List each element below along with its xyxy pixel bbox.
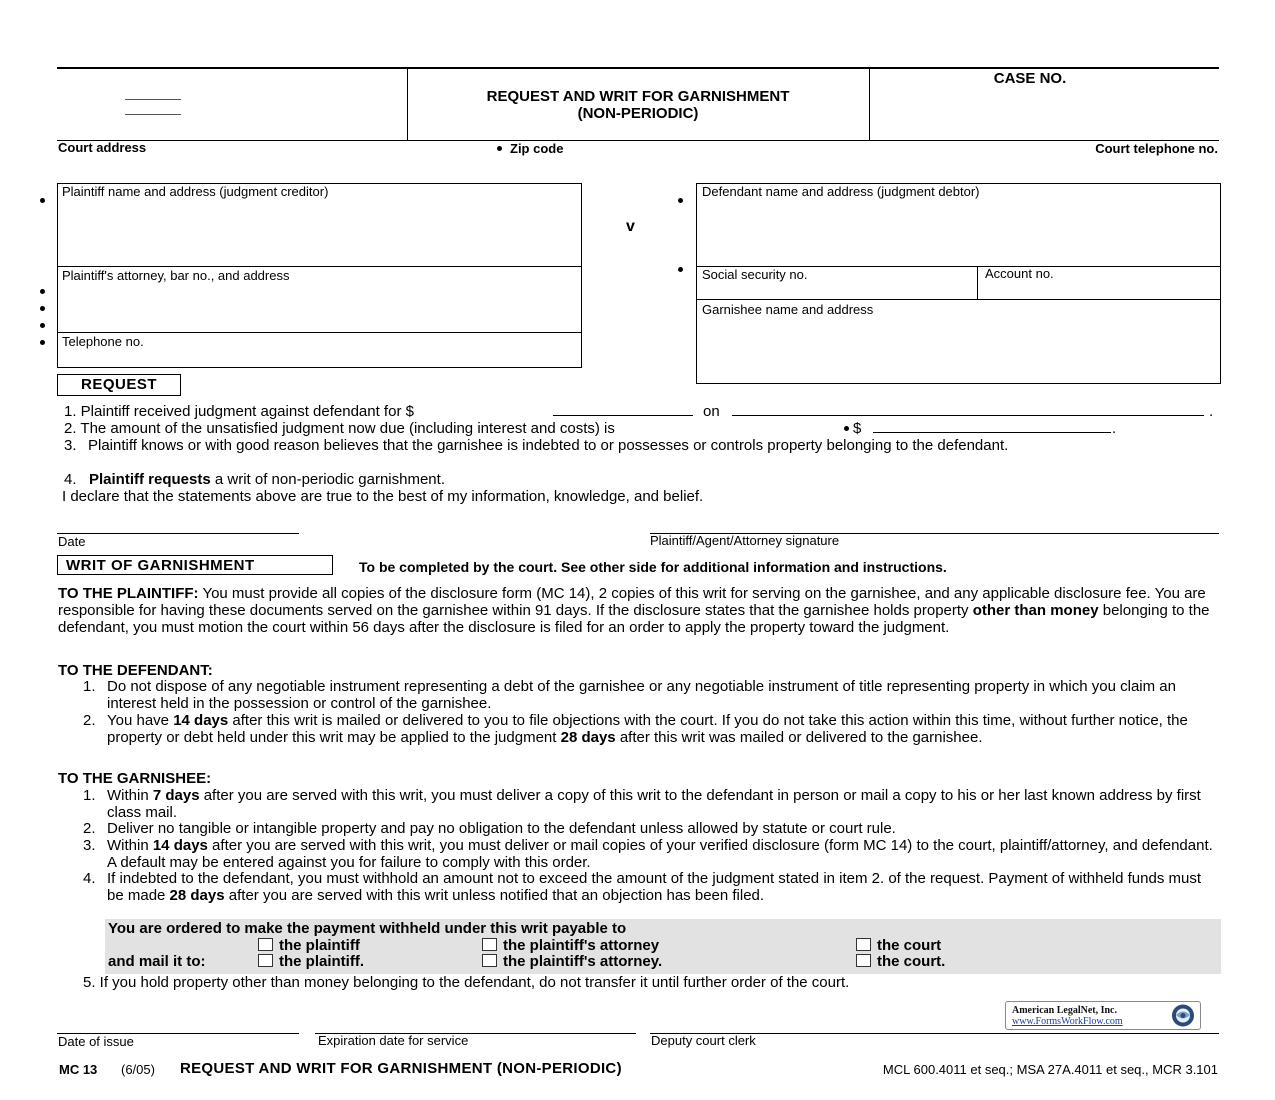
writ-heading: WRIT OF GARNISHMENT: [57, 555, 333, 575]
request-item-1-on: on: [703, 403, 720, 420]
plaintiff-name-label: Plaintiff name and address (judgment creditor): [62, 184, 329, 199]
garnishee-item-4-bold: 28 days: [169, 887, 225, 904]
case-no-label: CASE NO.: [993, 70, 1067, 87]
request-item-2-dollar: $: [853, 420, 862, 437]
request-item-1: [64, 403, 414, 420]
request-item-4: [89, 471, 445, 488]
bullet-telephone: [40, 340, 45, 345]
request-item-4-rest: a writ of non-periodic garnishment.: [210, 471, 445, 488]
bullet-amount-due: [844, 426, 849, 431]
garnishee-item-3-b: after you are served with this writ, you must deliver or mail copies of your verified disclosure (form MC 14) to the court, plaintiff/attorney, and defendant. A default may be entered against you for failure to comply with this order.: [107, 837, 1213, 871]
garnishee-item-1: [107, 787, 1207, 821]
bullet-zip: [497, 146, 502, 151]
seal-line-1: [125, 99, 181, 100]
footer-form-title: REQUEST AND WRIT FOR GARNISHMENT (NON-PERIODIC): [180, 1060, 622, 1077]
to-plaintiff-heading: TO THE PLAINTIFF:: [58, 585, 199, 602]
request-heading: REQUEST: [57, 374, 181, 396]
american-legalnet-logo: [1005, 1001, 1201, 1030]
request-item-4-bold: Plaintiff requests: [89, 471, 211, 488]
garnishee-item-1-a: Within: [107, 787, 153, 804]
court-address-label: Court address: [58, 140, 147, 155]
checkbox-attorney[interactable]: [482, 938, 497, 951]
option-court[interactable]: [856, 937, 941, 954]
garnishee-label: Garnishee name and address: [702, 302, 874, 317]
garnishee-item-1-num: 1.: [83, 787, 96, 804]
garnishee-item-4-b: after you are served with this writ unless notified that an objection has been filed.: [224, 887, 765, 904]
request-item-1-text: 1. Plaintiff received judgment against defendant for $: [64, 403, 414, 420]
to-garnishee-heading: TO THE GARNISHEE:: [58, 770, 212, 787]
to-plaintiff-text-b: belonging to the defendant, you must motion the court within 56 days after the disclosure is filed for an order to apply the property toward the judgment.: [58, 602, 1210, 636]
checkbox-mail-court[interactable]: [856, 954, 871, 967]
garnishee-item-4-a: If indebted to the defendant, you must withhold an amount not to exceed the amount of the judgment stated in item 2. of the request. Payment of withheld funds must be made: [107, 870, 1202, 904]
amount-due-field[interactable]: [873, 432, 1111, 433]
bullet-attorney-3: [40, 323, 45, 328]
to-plaintiff-bold: other than money: [972, 602, 1099, 619]
bullet-ssn: [678, 267, 683, 272]
defendant-item-2-b: after this writ is mailed or delivered to you to file objections with the court. If you do not take this action within this time, without further notice, the property or debt held under this writ may be applied to the judgment: [107, 712, 1188, 746]
versus-label: v: [626, 218, 635, 235]
to-plaintiff-paragraph: [58, 585, 1220, 636]
to-plaintiff-text-a: You must provide all copies of the disclosure form (MC 14), 2 copies of this writ for serving on the garnishee, and any applicable disclosure fee. You are responsible for having these documents served on the garnishee within 91 days. If the disclosure states that the garnishee holds property: [58, 585, 1206, 619]
garnishee-item-5: 5. If you hold property other than money belonging to the defendant, do not transfer it until further order of the court.: [83, 974, 850, 991]
option-plaintiff[interactable]: [258, 937, 360, 954]
plaintiff-box-rule-1: [57, 266, 581, 267]
plaintiff-box-rule-2: [57, 332, 581, 333]
garnishee-item-4-num: 4.: [83, 870, 96, 887]
bullet-plaintiff: [40, 198, 45, 203]
defendant-item-2-num: 2.: [83, 712, 96, 729]
form-title-line2: (NON-PERIODIC): [577, 105, 699, 122]
request-item-2: 2. The amount of the unsatisfied judgment now due (including interest and costs) is: [64, 420, 615, 437]
judgment-date-field[interactable]: [732, 415, 1204, 416]
judgment-amount-field[interactable]: [553, 415, 693, 416]
request-item-1-period: .: [1209, 403, 1214, 420]
seal-line-2: [125, 114, 181, 115]
ssn-label: Social security no.: [702, 267, 808, 282]
mail-attorney-label: the plaintiff's attorney.: [503, 953, 663, 970]
checkbox-mail-attorney[interactable]: [482, 954, 497, 967]
form-title-line1: REQUEST AND WRIT FOR GARNISHMENT: [486, 88, 790, 105]
request-item-3: Plaintiff knows or with good reason believes that the garnishee is indebted to or possesses or controls property belonging to the defendant.: [88, 437, 1009, 454]
form-number: MC 13: [59, 1062, 98, 1077]
deputy-clerk-label: Deputy court clerk: [651, 1033, 756, 1048]
mail-plaintiff[interactable]: [258, 953, 364, 970]
payable-line: You are ordered to make the payment withheld under this writ payable to: [108, 920, 627, 937]
garnishee-item-3: [107, 837, 1219, 871]
bullet-attorney-1: [40, 289, 45, 294]
attorney-label: Plaintiff's attorney, bar no., and address: [62, 268, 290, 283]
garnishee-item-1-bold: 7 days: [152, 787, 200, 804]
account-no-label: Account no.: [985, 266, 1054, 281]
garnishee-item-1-b: after you are served with this writ, you must deliver a copy of this writ to the defendant in person or mail a copy to his or her last known address by first class mail.: [107, 787, 1201, 821]
option-attorney[interactable]: [482, 937, 659, 954]
bullet-attorney-2: [40, 306, 45, 311]
telephone-label: Telephone no.: [62, 334, 144, 349]
writ-note: To be completed by the court. See other side for additional information and instructions.: [359, 559, 947, 575]
defendant-box-rule-2: [696, 299, 1220, 300]
defendant-item-2-a: You have: [107, 712, 174, 729]
request-item-2-period: .: [1112, 420, 1117, 437]
declaration: I declare that the statements above are true to the best of my information, knowledge, and belief.: [62, 488, 704, 505]
signature-label: Plaintiff/Agent/Attorney signature: [650, 533, 840, 548]
defendant-name-label: Defendant name and address (judgment debtor): [702, 184, 980, 199]
request-item-4-num: 4.: [64, 471, 77, 488]
form-revision: (6/05): [121, 1062, 155, 1077]
date-label: Date: [58, 534, 86, 549]
checkbox-plaintiff[interactable]: [258, 938, 273, 951]
header-top-rule: [57, 67, 1219, 69]
bullet-defendant: [678, 198, 683, 203]
date-signature-line[interactable]: [57, 533, 299, 534]
expiration-label: Expiration date for service: [318, 1033, 469, 1048]
ssn-account-divider: [977, 266, 978, 300]
zip-code-label: Zip code: [510, 141, 564, 156]
defendant-box[interactable]: [696, 183, 1221, 384]
defendant-item-1-num: 1.: [83, 678, 96, 695]
option-attorney-label: the plaintiff's attorney: [503, 937, 660, 954]
mail-label: and mail it to:: [108, 953, 206, 970]
defendant-item-2-c: after this writ was mailed or delivered to the garnishee.: [615, 729, 983, 746]
to-defendant-heading: TO THE DEFENDANT:: [58, 662, 213, 679]
mail-attorney[interactable]: [482, 953, 662, 970]
garnishee-item-3-a: Within: [107, 837, 153, 854]
garnishee-item-3-bold: 14 days: [152, 837, 208, 854]
mail-plaintiff-label: the plaintiff.: [279, 953, 364, 970]
logo-company: American LegalNet, Inc.: [1012, 1005, 1117, 1016]
garnishee-item-2: Deliver no tangible or intangible property and pay no obligation to the defendant unless allowed by statute or court rule.: [107, 820, 896, 837]
defendant-item-2-bold1: 14 days: [173, 712, 229, 729]
court-telephone-label: Court telephone no.: [1095, 141, 1218, 156]
defendant-item-2-bold2: 28 days: [560, 729, 616, 746]
defendant-item-1: Do not dispose of any negotiable instrument representing a debt of the garnishee or any negotiable instrument of title representing property in which you claim an interest held in the possession or control of the garnishee.: [107, 678, 1176, 712]
option-court-label: the court: [877, 937, 942, 954]
statute-citation: MCL 600.4011 et seq.; MSA 27A.4011 et seq., MCR 3.101: [882, 1062, 1218, 1077]
checkbox-mail-plaintiff[interactable]: [258, 954, 273, 967]
option-plaintiff-label: the plaintiff: [279, 937, 360, 954]
logo-url[interactable]: www.FormsWorkFlow.com: [1012, 1016, 1123, 1027]
checkbox-court[interactable]: [856, 938, 871, 951]
defendant-item-2: [107, 712, 1219, 746]
mail-court[interactable]: [856, 953, 945, 970]
date-of-issue-label: Date of issue: [58, 1034, 134, 1049]
globe-icon: [1166, 1002, 1198, 1029]
header-bottom-rule: [57, 140, 1219, 141]
request-item-3-num: 3.: [64, 437, 77, 454]
garnishee-item-4: [107, 870, 1212, 904]
mail-court-label: the court.: [877, 953, 946, 970]
garnishee-item-3-num: 3.: [83, 837, 96, 854]
garnishee-item-2-num: 2.: [83, 820, 96, 837]
form-title: [407, 88, 869, 122]
